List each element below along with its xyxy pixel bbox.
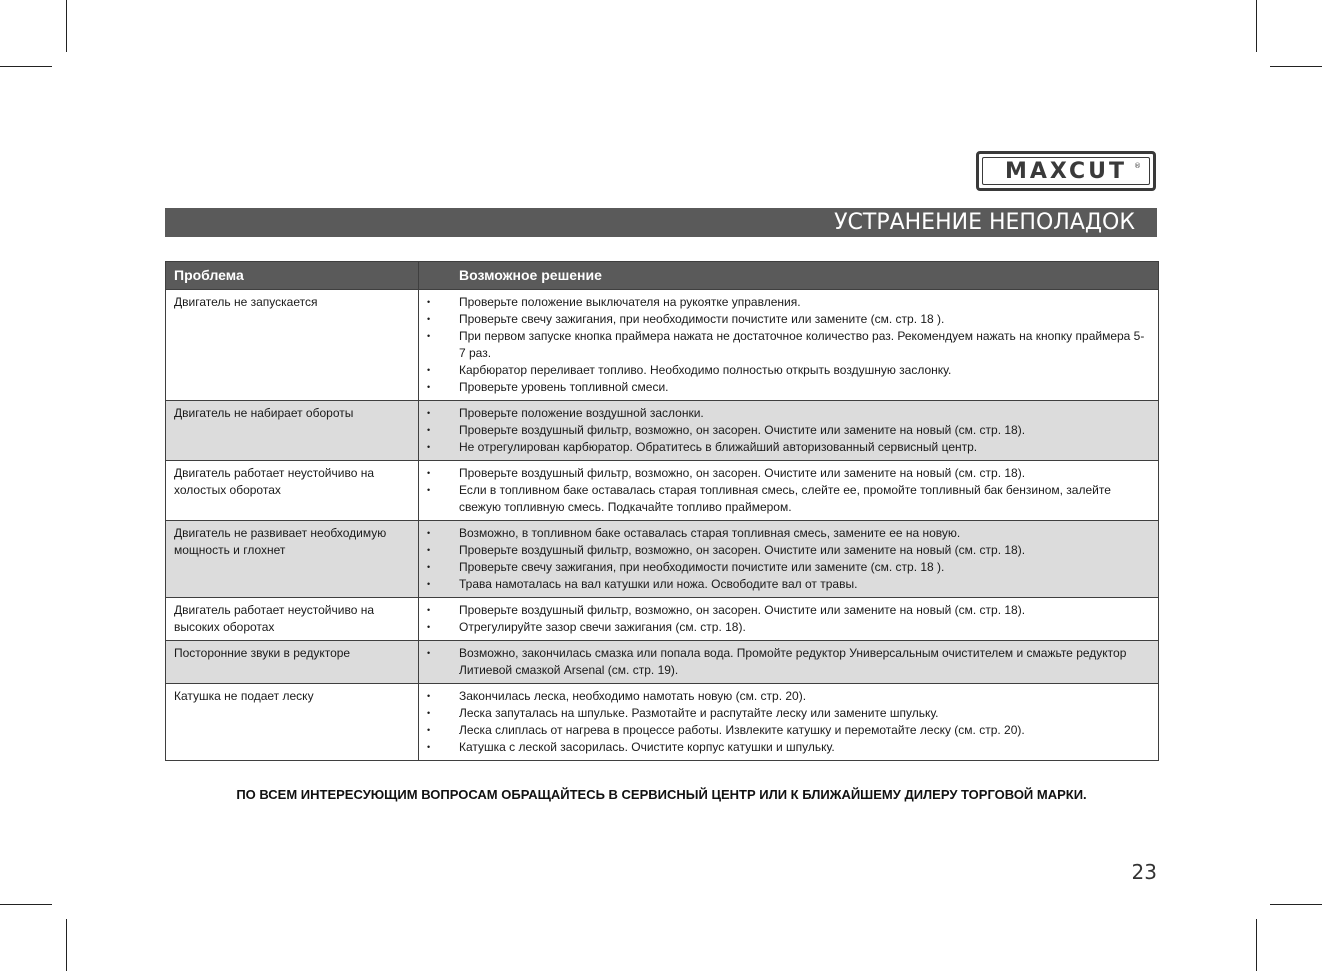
solution-cell xyxy=(419,521,1159,598)
solution-item: • Проверьте воздушный фильтр, возможно, он засорен. Очистите или замените на новый (см. стр. 18). xyxy=(427,602,1150,619)
troubleshooting-table xyxy=(165,261,1159,761)
crop-mark xyxy=(1256,0,1257,52)
table-row xyxy=(166,401,1159,461)
solution-item: • Проверьте свечу зажигания, при необходимости почистите или замените (см. стр. 18 ). xyxy=(427,311,1150,328)
problem-cell: Катушка не подает леску xyxy=(166,684,419,761)
solution-list xyxy=(427,294,1150,396)
section-title-bar xyxy=(165,208,1157,237)
solution-cell xyxy=(419,598,1159,641)
crop-mark xyxy=(0,66,52,67)
problem-cell: Двигатель работает неустойчиво на холостых оборотах xyxy=(166,461,419,521)
solution-item: • Отрегулируйте зазор свечи зажигания (см. стр. 18). xyxy=(427,619,1150,636)
solution-item: • Проверьте воздушный фильтр, возможно, он засорен. Очистите или замените на новый (см. стр. 18). xyxy=(427,465,1150,482)
solution-item: • Если в топливном баке оставалась старая топливная смесь, слейте ее, промойте топливный бак бензином, залейте свежую топливную смесь. Подкачайте топливо праймером. xyxy=(427,482,1150,516)
solution-list xyxy=(427,465,1150,516)
solution-list xyxy=(427,688,1150,756)
solution-list xyxy=(427,405,1150,456)
registered-mark: ® xyxy=(1134,162,1141,170)
solution-list xyxy=(427,602,1150,636)
solution-item: • Проверьте свечу зажигания, при необходимости почистите или замените (см. стр. 18 ). xyxy=(427,559,1150,576)
solution-item: • Проверьте воздушный фильтр, возможно, он засорен. Очистите или замените на новый (см. стр. 18). xyxy=(427,542,1150,559)
section-title: УСТРАНЕНИЕ НЕПОЛАДОК xyxy=(834,210,1135,235)
crop-mark xyxy=(66,0,67,52)
problem-cell: Двигатель не развивает необходимую мощность и глохнет xyxy=(166,521,419,598)
solution-list xyxy=(427,525,1150,593)
solution-cell xyxy=(419,641,1159,684)
service-center-note: ПО ВСЕМ ИНТЕРЕСУЮЩИМ ВОПРОСАМ ОБРАЩАЙТЕСЬ В СЕРВИСНЫЙ ЦЕНТР ИЛИ К БЛИЖАЙШЕМУ ДИЛЕРУ ТОРГОВОЙ МАРКИ. xyxy=(236,787,1087,802)
problem-cell: Посторонние звуки в редукторе xyxy=(166,641,419,684)
solution-cell xyxy=(419,290,1159,401)
table-header-row xyxy=(166,262,1159,290)
table-row xyxy=(166,521,1159,598)
problem-cell: Двигатель не набирает обороты xyxy=(166,401,419,461)
solution-cell xyxy=(419,461,1159,521)
solution-item: • Леска слиплась от нагрева в процессе работы. Извлеките катушку и перемотайте леску (см. стр. 20). xyxy=(427,722,1150,739)
solution-item: • Проверьте положение воздушной заслонки. xyxy=(427,405,1150,422)
crop-mark xyxy=(1256,919,1257,971)
solution-item: • Катушка с леской засорилась. Очистите корпус катушки и шпульку. xyxy=(427,739,1150,756)
solution-item: • Закончилась леска, необходимо намотать новую (см. стр. 20). xyxy=(427,688,1150,705)
problem-cell: Двигатель работает неустойчиво на высоких оборотах xyxy=(166,598,419,641)
header-problem: Проблема xyxy=(166,262,419,290)
table-row xyxy=(166,598,1159,641)
table-row xyxy=(166,461,1159,521)
solution-item: • Карбюратор переливает топливо. Необходимо полностью открыть воздушную заслонку. xyxy=(427,362,1150,379)
page-number: 23 xyxy=(1131,860,1157,884)
solution-item: • Возможно, закончилась смазка или попала вода. Промойте редуктор Универсальным очистителем и смажьте редуктор Литиевой смазкой Arsenal (см. стр. 19). xyxy=(427,645,1150,679)
solution-item: • Трава намоталась на вал катушки или ножа. Освободите вал от травы. xyxy=(427,576,1150,593)
solution-item: • Проверьте уровень топливной смеси. xyxy=(427,379,1150,396)
header-solution: Возможное решение xyxy=(419,262,1159,290)
table-row xyxy=(166,290,1159,401)
logo-text: MAXCUT xyxy=(1004,158,1128,184)
table-row xyxy=(166,641,1159,684)
solution-list xyxy=(427,645,1150,679)
brand-logo xyxy=(976,151,1156,191)
solution-item: • Проверьте воздушный фильтр, возможно, он засорен. Очистите или замените на новый (см. стр. 18). xyxy=(427,422,1150,439)
crop-mark xyxy=(66,919,67,971)
solution-item: • Леска запуталась на шпульке. Размотайте и распутайте леску или замените шпульку. xyxy=(427,705,1150,722)
solution-cell xyxy=(419,401,1159,461)
problem-cell: Двигатель не запускается xyxy=(166,290,419,401)
solution-item: • Не отрегулирован карбюратор. Обратитесь в ближайший авторизованный сервисный центр. xyxy=(427,439,1150,456)
solution-item: • При первом запуске кнопка праймера нажата не достаточное количество раз. Рекомендуем нажать на кнопку праймера 5-7 раз. xyxy=(427,328,1150,362)
solution-item: • Возможно, в топливном баке оставалась старая топливная смесь, замените ее на новую. xyxy=(427,525,1150,542)
solution-cell xyxy=(419,684,1159,761)
solution-item: • Проверьте положение выключателя на рукоятке управления. xyxy=(427,294,1150,311)
crop-mark xyxy=(1270,904,1322,905)
crop-mark xyxy=(0,904,52,905)
table-row xyxy=(166,684,1159,761)
crop-mark xyxy=(1270,66,1322,67)
